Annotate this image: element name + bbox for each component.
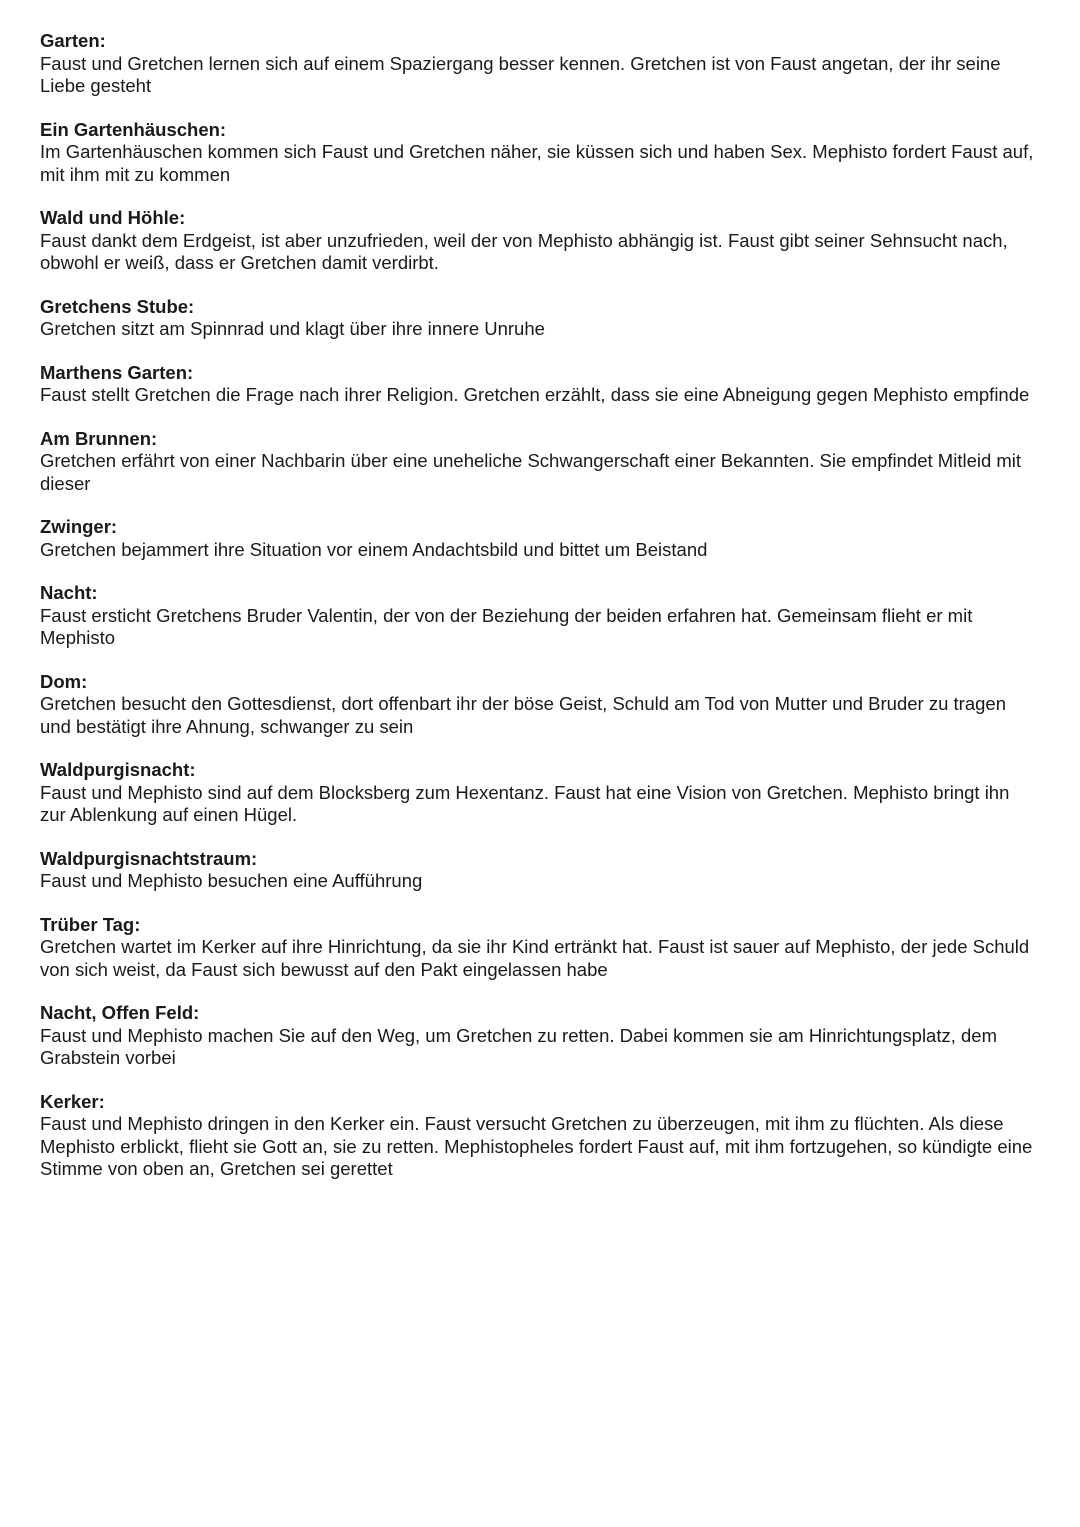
scene-title: Nacht: bbox=[40, 582, 98, 603]
scene-zwinger bbox=[40, 516, 1040, 561]
scene-text: Faust und Mephisto machen Sie auf den Weg, um Gretchen zu retten. Dabei kommen sie am Hinrichtungsplatz, dem Grabstein vorbei bbox=[40, 1024, 997, 1068]
scene-marthens-garten bbox=[40, 362, 1040, 407]
scene-text: Faust stellt Gretchen die Frage nach ihrer Religion. Gretchen erzählt, dass sie eine Abneigung gegen Mephisto empfinde bbox=[40, 384, 1030, 405]
scene-am-brunnen bbox=[40, 428, 1040, 496]
scene-text: Im Gartenhäuschen kommen sich Faust und Gretchen näher, sie küssen sich und haben Sex. Mephisto fordert Faust auf, mit ihm mit zu kommen bbox=[40, 141, 1034, 185]
scene-text: Faust und Mephisto sind auf dem Blocksberg zum Hexentanz. Faust hat eine Vision von Gretchen. Mephisto bringt ihn zur Ablenkung auf einen Hügel. bbox=[40, 781, 1010, 825]
scene-text: Faust dankt dem Erdgeist, ist aber unzufrieden, weil der von Mephisto abhängig ist. Faust gibt seiner Sehnsucht nach, obwohl er weiß, dass er Gretchen damit verdirbt. bbox=[40, 229, 1008, 273]
scene-text: Gretchen erfährt von einer Nachbarin über eine uneheliche Schwangerschaft einer Bekannten. Sie empfindet Mitleid mit dieser bbox=[40, 450, 1022, 494]
scene-title: Kerker: bbox=[40, 1090, 105, 1112]
scene-title: Waldpurgisnacht: bbox=[40, 759, 196, 780]
scene-title: Waldpurgisnachtstraum: bbox=[40, 847, 258, 869]
scene-text: Faust und Mephisto besuchen eine Aufführung bbox=[40, 870, 423, 891]
scene-text: Gretchen wartet im Kerker auf ihre Hinrichtung, da sie ihr Kind ertränkt hat. Faust ist sauer auf Mephisto, der jede Schuld von sich weist, da Faust sich bewusst auf den Pakt eingelassen habe bbox=[40, 936, 1030, 980]
scene-text: Faust und Gretchen lernen sich auf einem Spaziergang besser kennen. Gretchen ist von Faust angetan, der ihr seine Liebe gesteht bbox=[40, 52, 1001, 96]
scene-title: Ein Gartenhäuschen: bbox=[40, 118, 227, 140]
scene-kerker bbox=[40, 1091, 1040, 1181]
scene-title: Garten: bbox=[40, 30, 106, 51]
scene-waldpurgisnacht bbox=[40, 759, 1040, 827]
scene-title: Dom: bbox=[40, 670, 88, 692]
scene-text: Gretchen bejammert ihre Situation vor einem Andachtsbild und bittet um Beistand bbox=[40, 538, 708, 560]
scene-waldpurgisnachtstraum bbox=[40, 848, 1040, 893]
scene-wald-und-hoehle bbox=[40, 207, 1040, 275]
scene-title: Marthens Garten: bbox=[40, 361, 194, 383]
scene-title: Trüber Tag: bbox=[40, 913, 141, 935]
scene-title: Gretchens Stube: bbox=[40, 295, 195, 317]
scene-trueber-tag bbox=[40, 914, 1040, 982]
scene-title: Zwinger: bbox=[40, 516, 118, 537]
scene-gartenhaeuschen bbox=[40, 119, 1040, 187]
scene-title: Am Brunnen: bbox=[40, 427, 158, 449]
scene-title: Nacht, Offen Feld: bbox=[40, 1002, 200, 1023]
scene-nacht-offen-feld bbox=[40, 1002, 1040, 1070]
scene-text: Faust ersticht Gretchens Bruder Valentin, der von der Beziehung der beiden erfahren hat. Gemeinsam flieht er mit Mephisto bbox=[40, 604, 973, 648]
scene-garten bbox=[40, 30, 1040, 98]
scene-dom bbox=[40, 671, 1040, 739]
scene-gretchens-stube bbox=[40, 296, 1040, 341]
scene-text: Faust und Mephisto dringen in den Kerker ein. Faust versucht Gretchen zu überzeugen, mit ihm zu flüchten. Als diese Mephisto erblickt, flieht sie Gott an, sie zu retten. Mephistopheles fordert Faust auf, mit ihm fortzugehen, so kündigte eine Stimme von oben an, Gretchen sei gerettet bbox=[40, 1113, 1033, 1179]
scene-text: Gretchen besucht den Gottesdienst, dort offenbart ihr der böse Geist, Schuld am Tod von Mutter und Bruder zu tragen und bestätigt ihre Ahnung, schwanger zu sein bbox=[40, 693, 1006, 737]
scene-title: Wald und Höhle: bbox=[40, 207, 186, 228]
scene-nacht bbox=[40, 582, 1040, 650]
document-page bbox=[40, 30, 1040, 1202]
scene-text: Gretchen sitzt am Spinnrad und klagt über ihre innere Unruhe bbox=[40, 318, 545, 339]
